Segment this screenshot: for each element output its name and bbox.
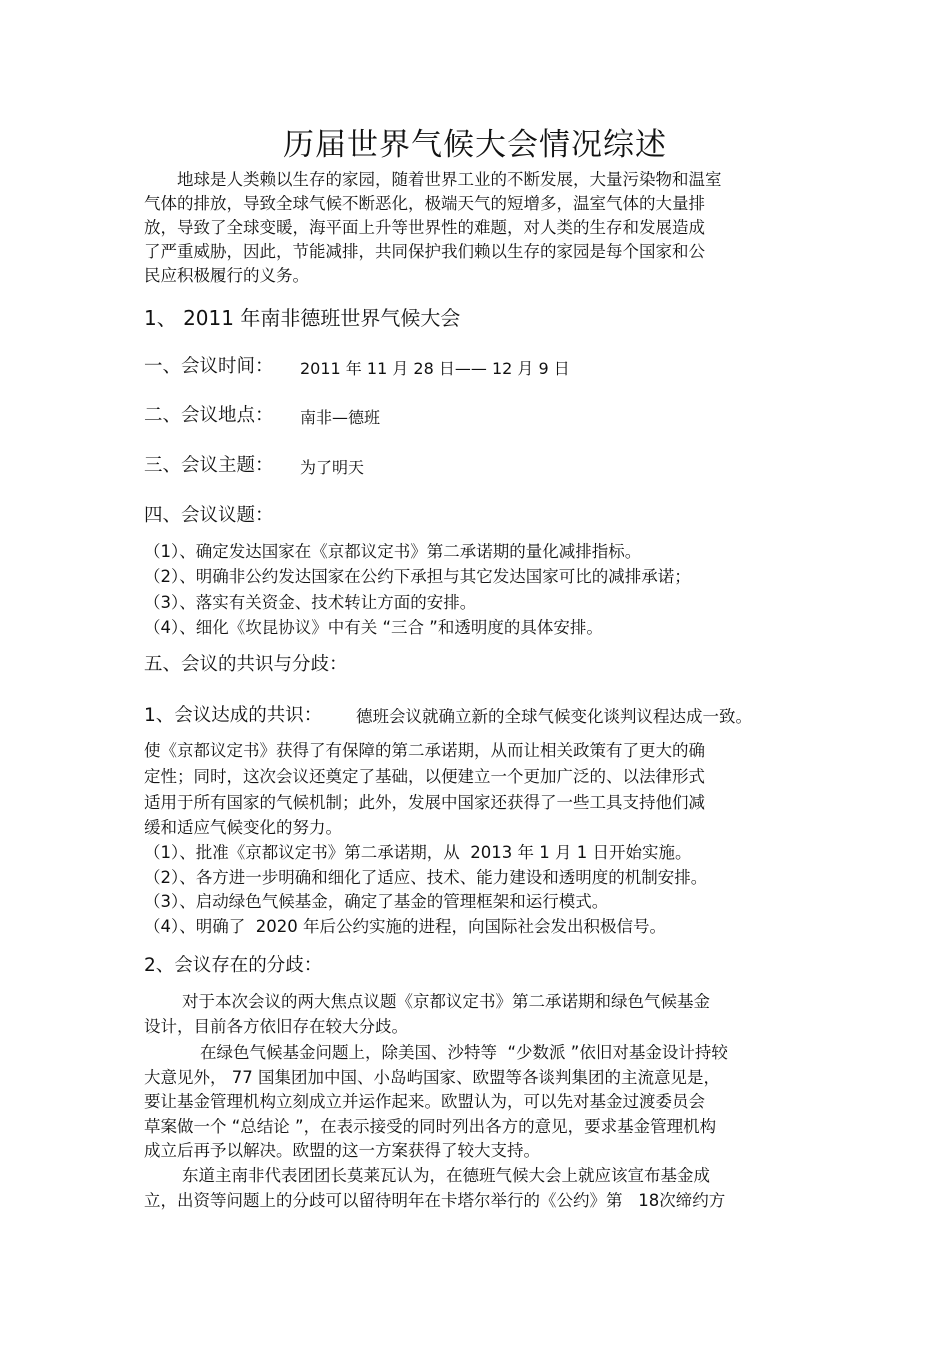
time-value: 2011 年 11 月 28 日—— 12 月 9 日 xyxy=(300,359,570,378)
time-label: 一、会议时间： xyxy=(144,356,274,377)
consensus-item: （3）、启动绿色气候基金，确定了基金的管理框架和运行模式。 xyxy=(144,892,609,911)
divergence-line: 在绿色气候基金问题上，除美国、沙特等 “少数派 ”依旧对基金设计持较 xyxy=(200,1043,728,1062)
intro-line: 地球是人类赖以生存的家园，随着世界工业的不断发展，大量污染物和温室 xyxy=(177,170,722,189)
divergence-line: 草案做一个 “总结论 ”，在表示接受的同时列出各方的意见，要求基金管理机构 xyxy=(144,1117,717,1136)
theme-value: 为了明天 xyxy=(300,458,365,477)
consensus-item: （1）、批准《京都议定书》第二承诺期，从 2013 年 1 月 1 日开始实施。 xyxy=(144,843,692,862)
divergence-line: 成立后再予以解决。欧盟的这一方案获得了较大支持。 xyxy=(144,1141,540,1160)
topic-item: （3）、落实有关资金、技术转让方面的安排。 xyxy=(144,593,477,612)
consensus-line: 使《京都议定书》获得了有保障的第二承诺期，从而让相关政策有了更大的确 xyxy=(144,741,705,760)
place-value: 南非—德班 xyxy=(300,408,381,427)
consensus-line: 适用于所有国家的气候机制；此外，发展中国家还获得了一些工具支持他们减 xyxy=(144,793,705,812)
divergence-line: 对于本次会议的两大焦点议题《京都议定书》第二承诺期和绿色气候基金 xyxy=(182,992,710,1011)
divergence-line: 立，出资等问题上的分歧可以留待明年在卡塔尔举行的《公约》第 18次缔约方 xyxy=(144,1191,726,1210)
consensus-item: （2）、各方进一步明确和细化了适应、技术、能力建设和透明度的机制安排。 xyxy=(144,868,708,887)
divergence-line: 设计，目前各方依旧存在较大分歧。 xyxy=(144,1017,408,1036)
divergence-line: 大意见外， 77 国集团加中国、小岛屿国家、欧盟等各谈判集团的主流意见是， xyxy=(144,1068,720,1087)
divergence-line: 要让基金管理机构立刻成立并运作起来。欧盟认为，可以先对基金过渡委员会 xyxy=(144,1092,705,1111)
intro-line: 了严重威胁，因此，节能减排，共同保护我们赖以生存的家园是每个国家和公 xyxy=(144,242,705,261)
topics-label: 四、会议议题： xyxy=(144,505,274,526)
section-heading: 1、 2011 年南非德班世界气候大会 xyxy=(144,306,461,330)
consensus-line: 缓和适应气候变化的努力。 xyxy=(144,818,342,837)
consensus-heading: 1、会议达成的共识： xyxy=(144,705,323,726)
consensus-heading-tail: 德班会议就确立新的全球气候变化谈判议程达成一致。 xyxy=(356,707,752,726)
theme-label: 三、会议主题： xyxy=(144,455,274,476)
page-title: 历届世界气候大会情况综述 xyxy=(283,127,667,163)
place-label: 二、会议地点： xyxy=(144,405,274,426)
divergence-heading: 2、会议存在的分歧： xyxy=(144,955,323,976)
topic-item: （1）、确定发达国家在《京都议定书》第二承诺期的量化减排指标。 xyxy=(144,542,642,561)
topic-item: （2）、明确非公约发达国家在公约下承担与其它发达国家可比的减排承诺； xyxy=(144,567,691,586)
divergence-line: 东道主南非代表团团长莫莱瓦认为，在德班气候大会上就应该宣布基金成 xyxy=(182,1166,710,1185)
intro-line: 放，导致了全球变暖，海平面上升等世界性的难题，对人类的生存和发展造成 xyxy=(144,218,705,237)
intro-line: 民应积极履行的义务。 xyxy=(144,266,309,285)
topic-item: （4）、细化《坎昆协议》中有关 “三合 ”和透明度的具体安排。 xyxy=(144,618,603,637)
consensus-item: （4）、明确了 2020 年后公约实施的进程，向国际社会发出积极信号。 xyxy=(144,917,666,936)
consensus-label: 五、会议的共识与分歧： xyxy=(144,654,348,675)
consensus-line: 定性；同时，这次会议还奠定了基础，以便建立一个更加广泛的、以法律形式 xyxy=(144,767,705,786)
intro-line: 气体的排放，导致全球气候不断恶化，极端天气的短增多，温室气体的大量排 xyxy=(144,194,705,213)
